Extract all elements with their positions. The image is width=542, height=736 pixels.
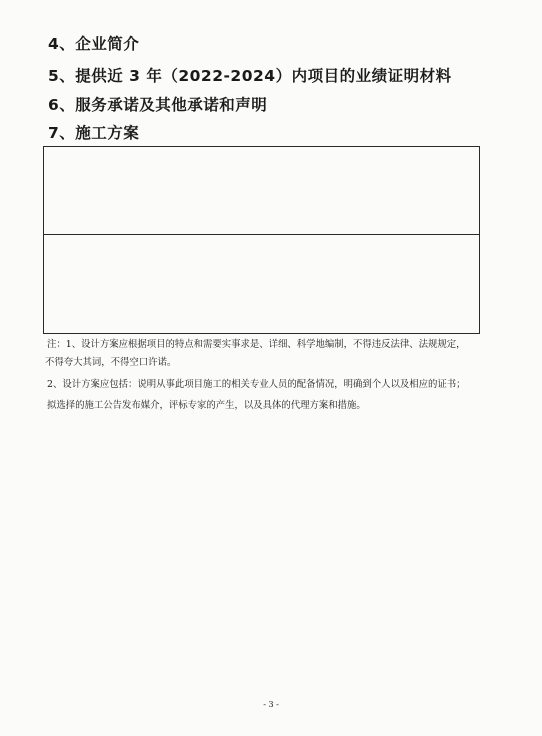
note-line-3: 2、设计方案应包括：说明从事此项目施工的相关专业人员的配备情况，明确到个人以及相应的证书； bbox=[47, 379, 466, 390]
note-line-1: 注：1、设计方案应根据项目的特点和需要实事求是、详细、科学地编制，不得违反法律、法规规定， bbox=[47, 339, 466, 350]
heading-service-commitment: 6、服务承诺及其他承诺和声明 bbox=[48, 96, 268, 114]
heading-performance-proof: 5、提供近 3 年（2022-2024）内项目的业绩证明材料 bbox=[48, 67, 452, 85]
heading-construction-plan: 7、施工方案 bbox=[48, 124, 140, 142]
page-number: - 3 - bbox=[263, 700, 279, 709]
note-line-2: 不得夸大其词，不得空口许诺。 bbox=[45, 357, 177, 368]
heading-company-profile: 4、企业简介 bbox=[48, 35, 140, 53]
table-row-divider bbox=[44, 234, 479, 235]
note-line-4: 拟选择的施工公告发布媒介，评标专家的产生，以及具体的代理方案和措施。 bbox=[47, 400, 366, 411]
construction-plan-table bbox=[43, 146, 480, 334]
